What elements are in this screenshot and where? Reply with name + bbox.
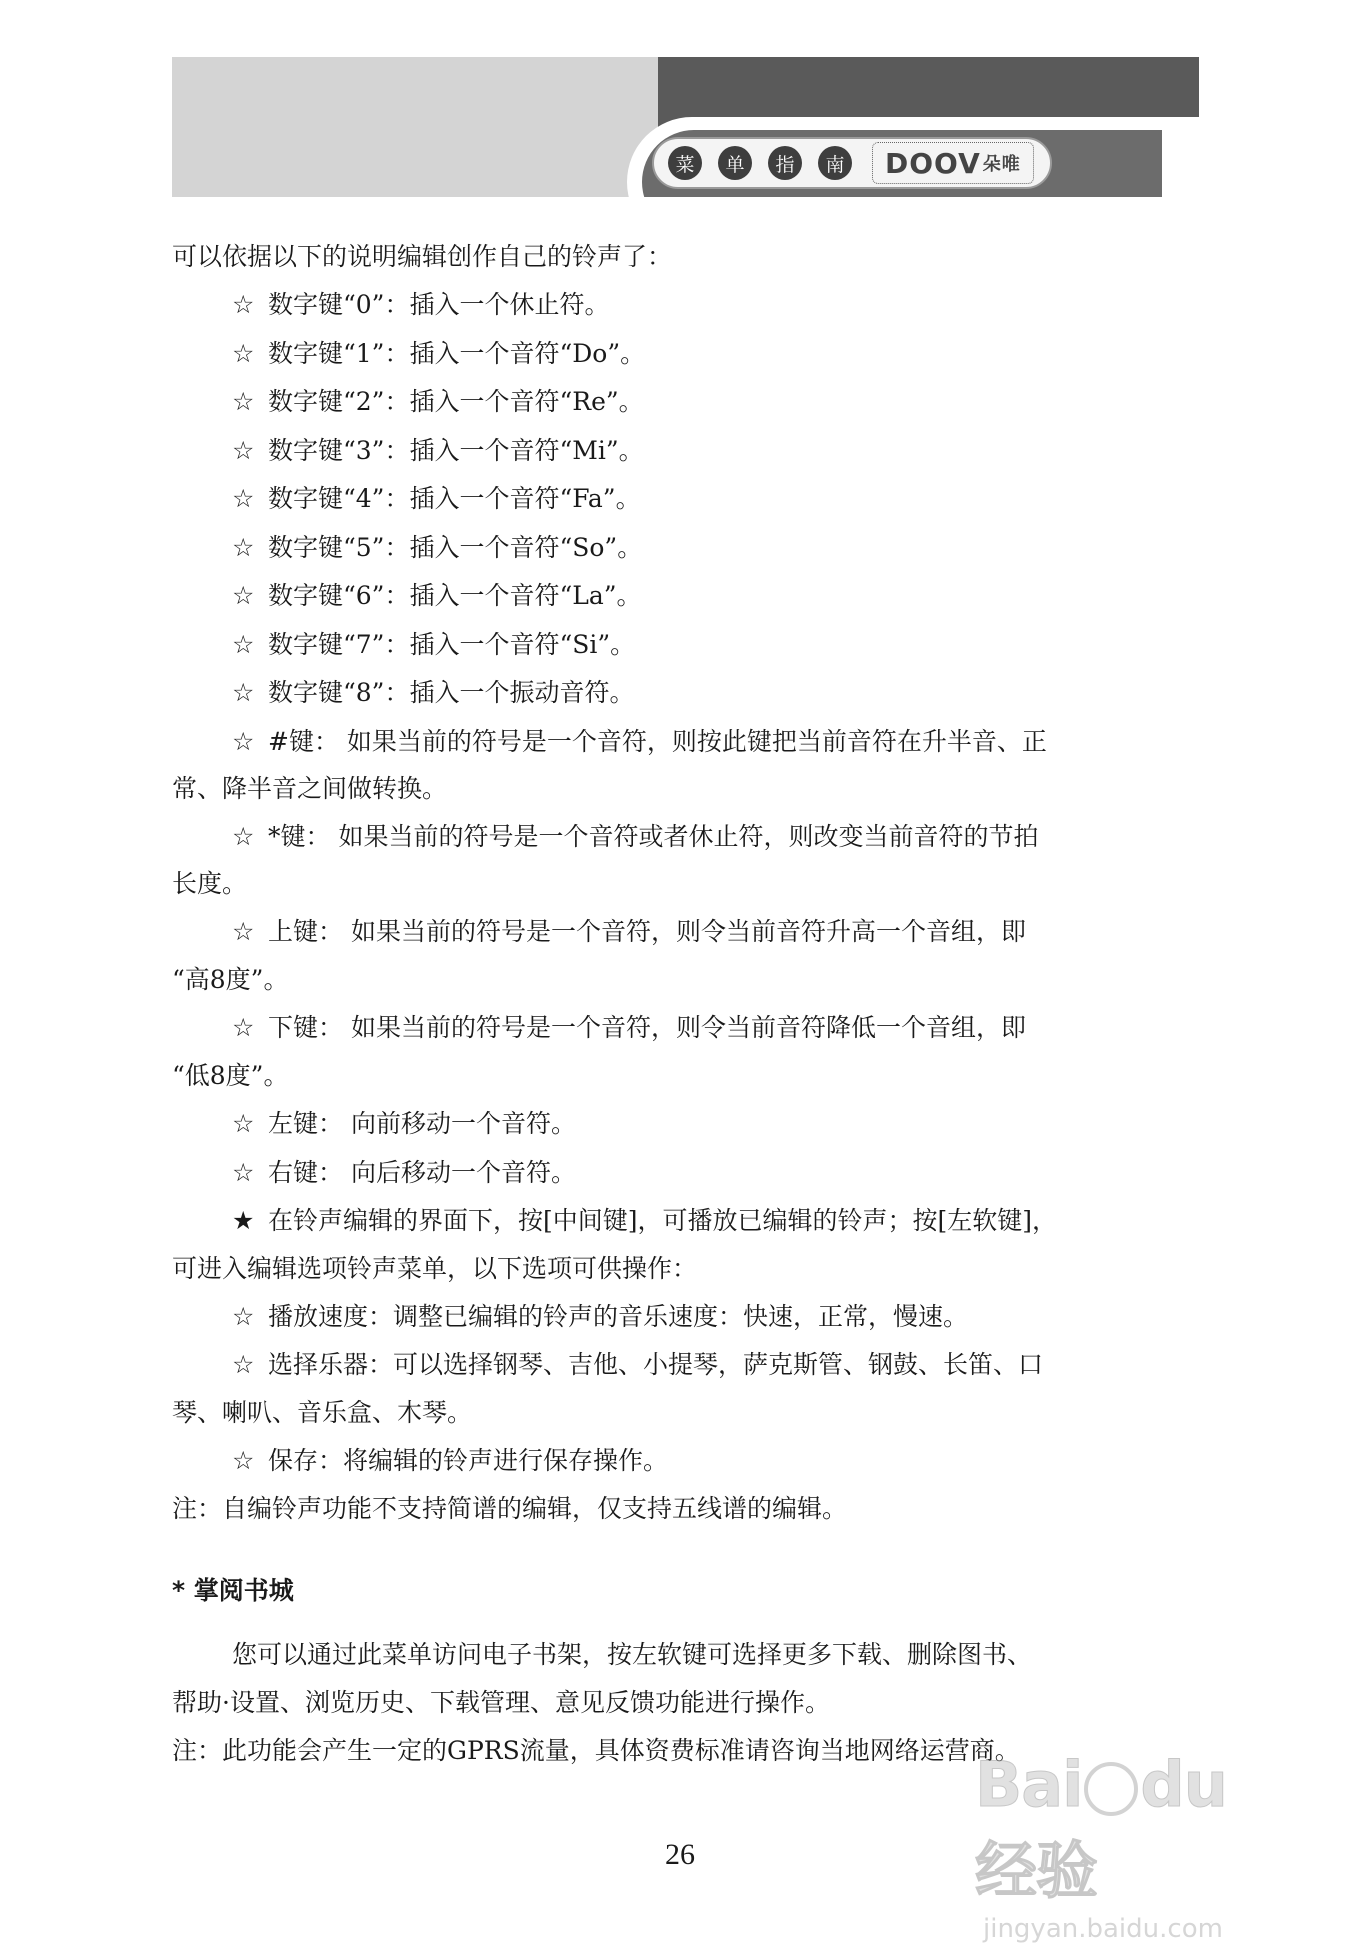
down-key-text: 下键： 如果当前的符号是一个音符，则令当前音符降低一个音组，即: [268, 1013, 1026, 1042]
nav-char-2: 单: [718, 146, 752, 180]
instrument-text: 选择乐器：可以选择钢琴、吉他、小提琴，萨克斯管、钢鼓、长笛、口: [268, 1350, 1044, 1379]
star-icon: ☆: [232, 822, 255, 851]
asterisk-key-text-cont: 长度。: [172, 869, 248, 898]
brand-name: DOOV: [885, 146, 981, 180]
key-1-item: [232, 339, 645, 369]
key-4-text: 数字键“4”：插入一个音符“Fa”。: [268, 484, 641, 513]
star-icon: ☆: [232, 484, 255, 513]
up-key-text: 上键： 如果当前的符号是一个音符，则令当前音符升高一个音组，即: [268, 917, 1026, 946]
star-icon: ☆: [232, 436, 255, 465]
right-key-text: 右键： 向后移动一个音符。: [268, 1158, 576, 1187]
left-key-text: 左键： 向前移动一个音符。: [268, 1109, 576, 1138]
key-5-text: 数字键“5”：插入一个音符“So”。: [268, 533, 643, 562]
intro-text: 可以依据以下的说明编辑创作自己的铃声了：: [172, 242, 673, 271]
key-0-text: 数字键“0”：插入一个休止符。: [268, 290, 610, 319]
key-7-text: 数字键“7”：插入一个音符“Si”。: [268, 630, 636, 659]
star-icon: ☆: [232, 533, 255, 562]
watermark-cn: 经验: [975, 1834, 1098, 1907]
key-3-item: [232, 436, 644, 466]
left-key-item: [232, 1109, 576, 1139]
key-1-text: 数字键“1”：插入一个音符“Do”。: [268, 339, 646, 368]
save-text: 保存：将编辑的铃声进行保存操作。: [268, 1446, 669, 1475]
nav-char-3: 指: [768, 146, 802, 180]
edit-note-item: [232, 1206, 1057, 1236]
star-icon: ☆: [232, 1302, 255, 1331]
nav-char-4: 南: [818, 146, 852, 180]
hash-key-item: [232, 727, 1047, 757]
edit-note-text-cont: 可进入编辑选项铃声菜单，以下选项可供操作：: [172, 1254, 698, 1283]
key-8-item: [232, 678, 634, 708]
brand-name-cn: 朵唯: [982, 154, 1021, 175]
nav-char-1: 菜: [668, 146, 702, 180]
edit-note-text: 在铃声编辑的界面下，按[中间键]，可播放已编辑的铃声；按[左软键]，: [268, 1206, 1058, 1235]
section-body-line-1: 您可以通过此菜单访问电子书架，按左软键可选择更多下载、删除图书、: [232, 1640, 1033, 1669]
key-7-item: [232, 630, 635, 660]
down-key-item: [232, 1013, 1026, 1043]
star-icon: ☆: [232, 581, 255, 610]
key-4-item: [232, 484, 641, 514]
key-6-item: [232, 581, 642, 611]
star-icon: ☆: [232, 678, 255, 707]
key-2-text: 数字键“2”：插入一个音符“Re”。: [268, 387, 644, 416]
star-icon: ☆: [232, 727, 255, 756]
watermark-bai: Bai: [975, 1748, 1083, 1821]
baidu-jingyan-watermark: [975, 1748, 1285, 1944]
paw-icon: [1084, 1762, 1138, 1816]
watermark-url: jingyan.baidu.com: [983, 1914, 1223, 1944]
watermark-logo: [975, 1748, 1285, 1910]
star-icon: ☆: [232, 387, 255, 416]
hash-key-text-cont: 常、降半音之间做转换。: [172, 774, 448, 803]
play-speed-text: 播放速度：调整已编辑的铃声的音乐速度：快速，正常，慢速。: [268, 1302, 969, 1331]
section-title: * 掌阅书城: [172, 1576, 294, 1605]
star-icon: ☆: [232, 630, 255, 659]
brand-logo: [872, 142, 1034, 184]
asterisk-key-text: *键： 如果当前的符号是一个音符或者休止符，则改变当前音符的节拍: [268, 822, 1039, 851]
watermark-du: du: [1140, 1748, 1227, 1821]
key-3-text: 数字键“3”：插入一个音符“Mi”。: [268, 436, 644, 465]
right-key-item: [232, 1158, 576, 1188]
hash-key-text: #键： 如果当前的符号是一个音符，则按此键把当前音符在升半音、正: [268, 727, 1047, 756]
down-key-text-cont: “低8度”。: [172, 1061, 289, 1090]
note-2: 注：此功能会产生一定的GPRS流量，具体资费标准请咨询当地网络运营商。: [172, 1736, 1020, 1765]
play-speed-item: [232, 1302, 968, 1332]
key-5-item: [232, 533, 642, 563]
star-icon: ☆: [232, 1013, 255, 1042]
up-key-item: [232, 917, 1026, 947]
menu-guide-label: [652, 137, 1052, 189]
star-icon: ☆: [232, 1158, 255, 1187]
star-icon: ☆: [232, 339, 255, 368]
note-1: 注：自编铃声功能不支持简谱的编辑，仅支持五线谱的编辑。: [172, 1494, 848, 1523]
section-body-line-2: 帮助·设置、浏览历史、下载管理、意见反馈功能进行操作。: [172, 1688, 830, 1717]
key-2-item: [232, 387, 644, 417]
key-6-text: 数字键“6”：插入一个音符“La”。: [268, 581, 642, 610]
key-0-item: [232, 290, 609, 320]
star-icon: ☆: [232, 1446, 255, 1475]
instrument-text-cont: 琴、喇叭、音乐盒、木琴。: [172, 1398, 473, 1427]
star-icon: ☆: [232, 1109, 255, 1138]
star-icon: ☆: [232, 917, 255, 946]
page-number: 26: [665, 1838, 695, 1871]
up-key-text-cont: “高8度”。: [172, 965, 289, 994]
key-8-text: 数字键“8”：插入一个振动音符。: [268, 678, 635, 707]
star-icon: ☆: [232, 290, 255, 319]
filled-star-icon: ★: [232, 1206, 255, 1235]
star-icon: ☆: [232, 1350, 255, 1379]
asterisk-key-item: [232, 822, 1038, 852]
header-banner: [172, 57, 1199, 197]
instrument-item: [232, 1350, 1043, 1380]
save-item: [232, 1446, 668, 1476]
